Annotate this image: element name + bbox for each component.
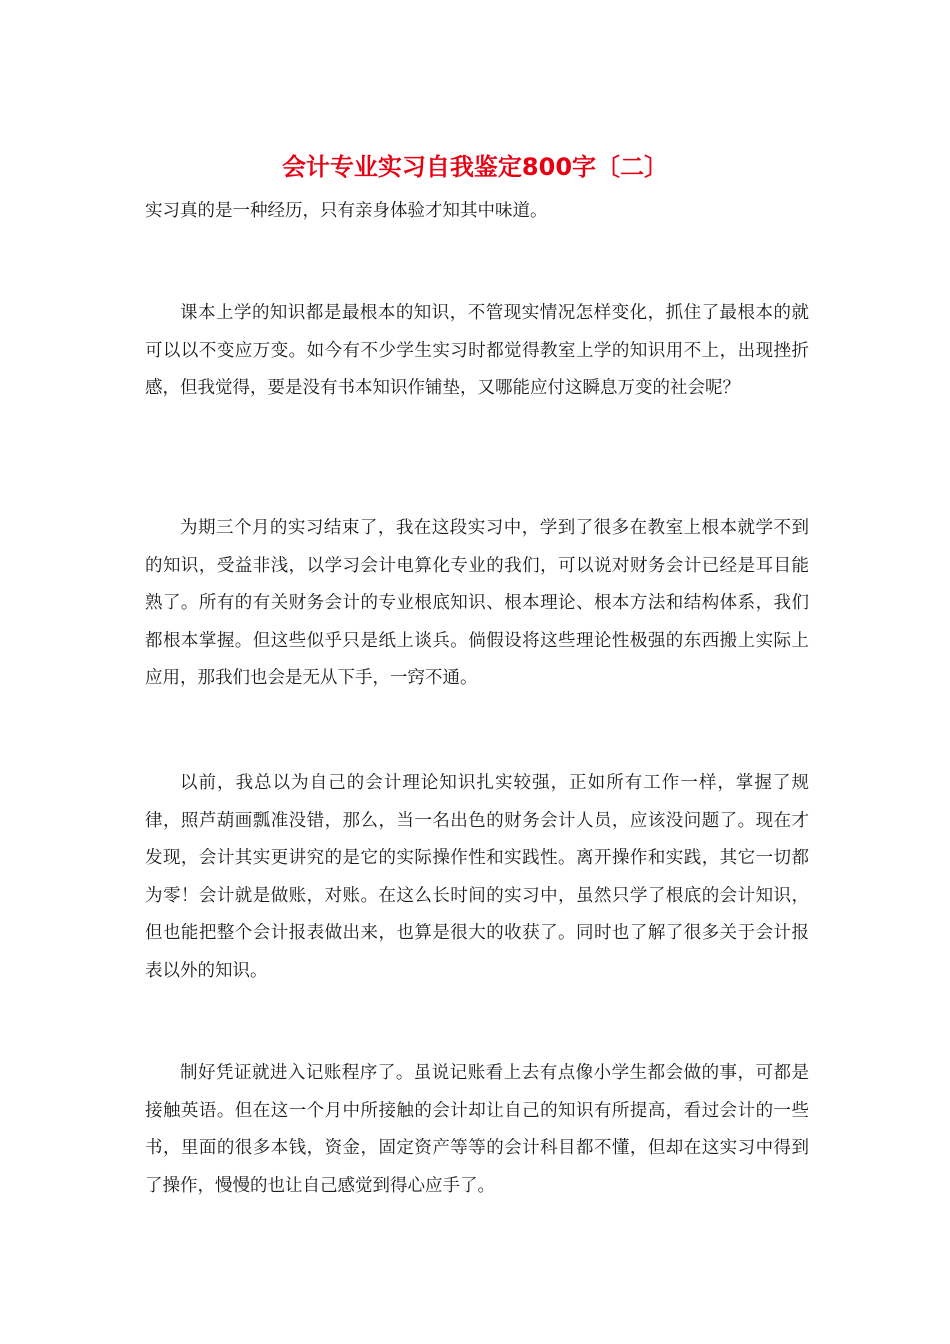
paragraph-textbook-knowledge: 课本上学的知识都是最根本的知识，不管现实情况怎样变化，抓住了最根本的就可以以不变应万变。如今有不少学生实习时都觉得教室上学的知识用不上，出现挫折感，但我觉得，要是没有书本知识作铺垫，又哪能应付这瞬息万变的社会呢？ <box>145 303 809 398</box>
document-title: 会计专业实习自我鉴定800字〔二〕 <box>281 153 669 181</box>
paragraph-practice-insight: 以前，我总以为自己的会计理论知识扎实较强，正如所有工作一样，掌握了规律，照芦葫画瓢准没错，那么，当一名出色的财务会计人员，应该没问题了。现在才发现，会计其实更讲究的是它的实际操作性和实践性。离开操作和实践，其它一切都为零！会计就是做账，对账。在这么长时间的实习中，虽然只学了根底的会计知识，但也能把整个会计报表做出来，也算是很大的收获了。同时也了解了很多关于会计报表以外的知识。 <box>145 773 809 981</box>
paragraph-bookkeeping: 制好凭证就进入记账程序了。虽说记账看上去有点像小学生都会做的事，可都是接触英语。但在这一个月中所接触的会计却让自己的知识有所提高，看过会计的一些书，里面的很多本钱，资金，固定资产等等的会计科目都不懂，但却在这实习中得到了操作，慢慢的也让自己感觉到得心应手了。 <box>145 1063 809 1196</box>
paragraph-internship-summary: 为期三个月的实习结束了，我在这段实习中，学到了很多在教室上根本就学不到的知识，受益非浅，以学习会计电算化专业的我们，可以说对财务会计已经是耳目能熟了。所有的有关财务会计的专业根底知识、根本理论、根本方法和结构体系，我们都根本掌握。但这些似乎只是纸上谈兵。倘假设将这些理论性极强的东西搬上实际上应用，那我们也会是无从下手，一窍不通。 <box>145 518 809 688</box>
paragraph-intro: 实习真的是一种经历，只有亲身体验才知其中味道。 <box>145 201 548 221</box>
